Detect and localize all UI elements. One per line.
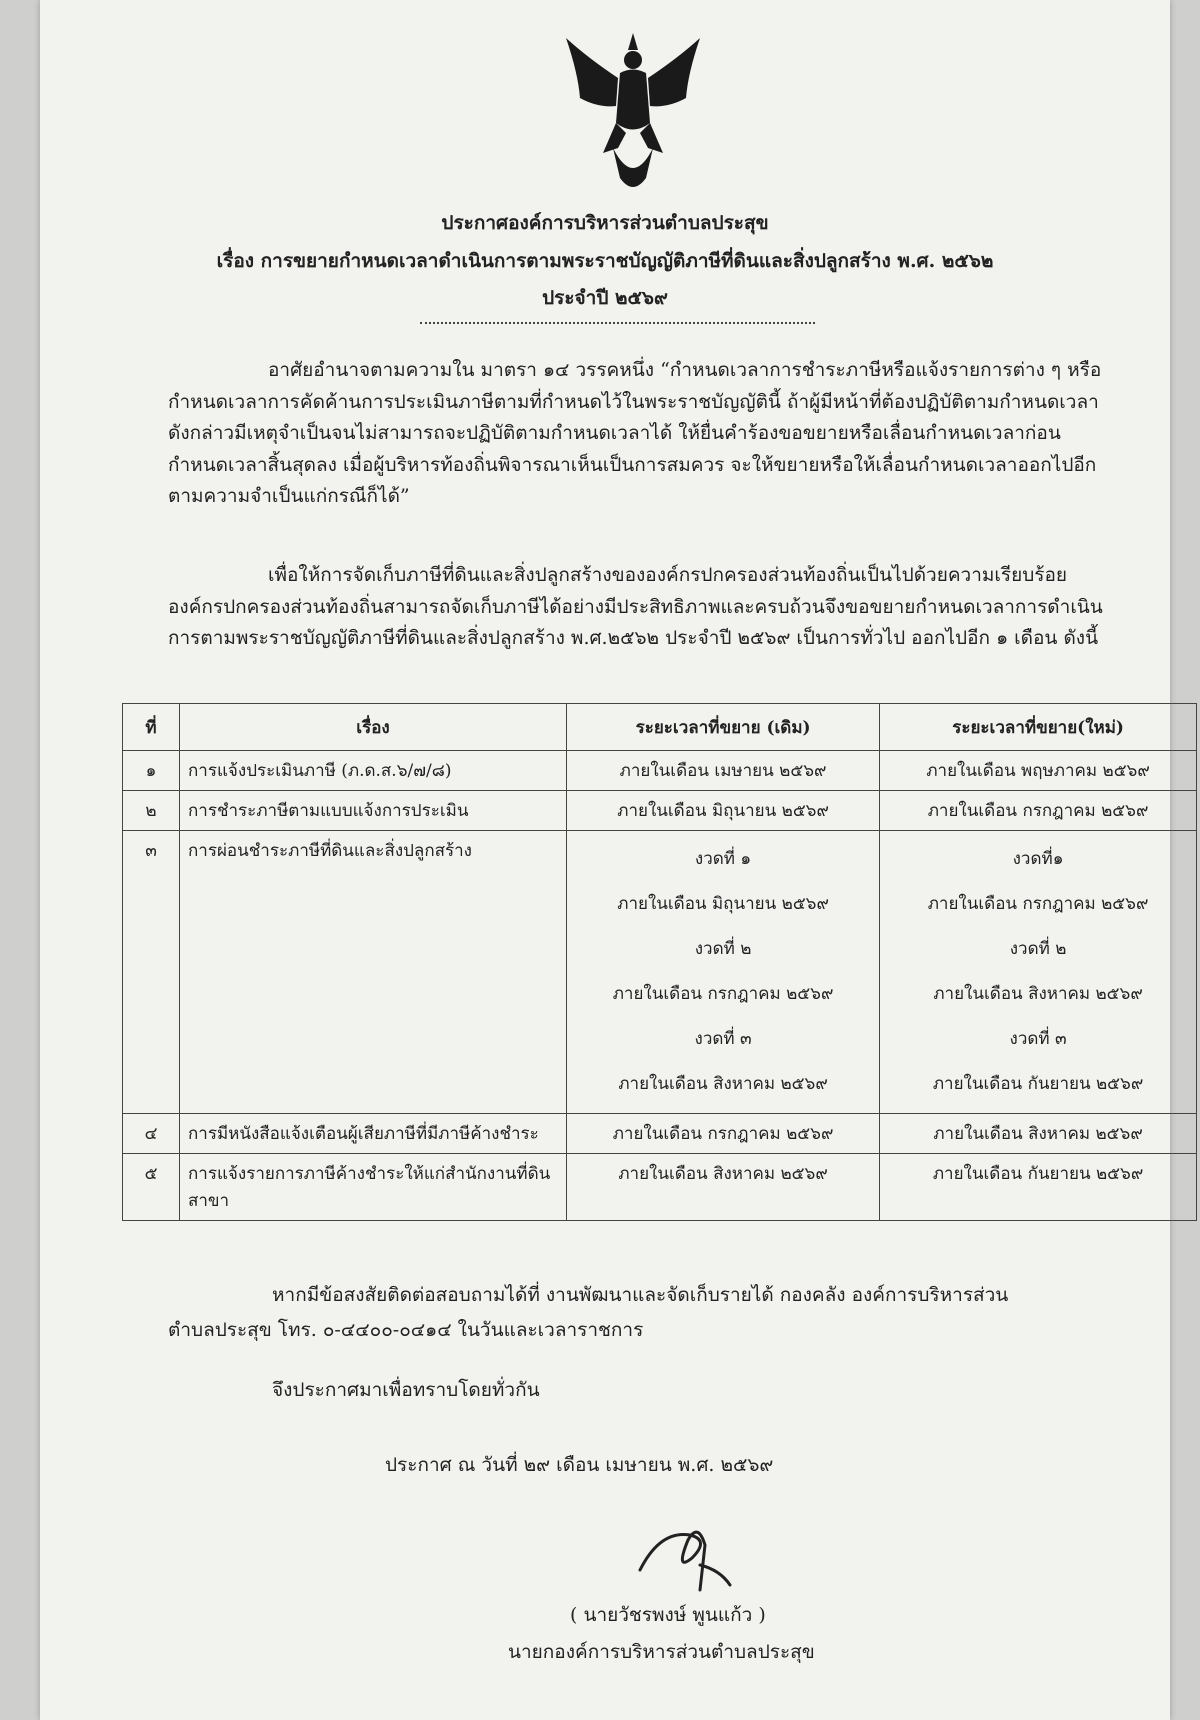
installment-period: ภายในเดือน สิงหาคม ๒๕๖๙ xyxy=(618,1074,828,1094)
announce-date: ประกาศ ณ วันที่ ๒๙ เดือน เมษายน พ.ศ. ๒๕๖๙ xyxy=(385,1454,774,1476)
installment-label: งวดที่ ๓ xyxy=(1009,1029,1067,1049)
table-header-row xyxy=(123,704,1197,751)
row-no: ๓ xyxy=(123,831,180,1114)
col-header-no: ที่ xyxy=(123,704,180,751)
table-row xyxy=(123,1114,1197,1154)
installment-label: งวดที่ ๒ xyxy=(694,939,752,959)
installment-label: งวดที่๑ xyxy=(1012,849,1064,869)
paragraph-1-text: อาศัยอำนาจตามความใน มาตรา ๑๔ วรรคหนึ่ง “กำหนดเวลาการชำระภาษีหรือแจ้งรายการต่าง ๆ หรือกำหนดเวลาการคัดค้านการประเมินภาษีตามที่กำหนดไว้ในพระราชบัญญัตินี้ ถ้าผู้มีหน้าที่ต้องปฏิบัติตามกำหนดเวลาดังกล่าวมีเหตุจำเป็นจนไม่สามารถจะปฏิบัติตามกำหนดเวลาได้ ให้ยื่นคำร้องขอขยายหรือเลื่อนกำหนดเวลาก่อนกำหนดเวลาสิ้นสุดลง เมื่อผู้บริหารท้องถิ่นพิจารณาเห็นเป็นการสมควร จะให้ขยายหรือให้เลื่อนกำหนดเวลาออกไปอีกตามความจำเป็นแก่กรณีก็ได้” xyxy=(168,359,1102,507)
row-no: ๑ xyxy=(123,751,180,791)
table-row xyxy=(123,751,1197,791)
row-old-period: ภายในเดือน สิงหาคม ๒๕๖๙ xyxy=(567,1154,880,1221)
row-new-period: ภายในเดือน พฤษภาคม ๒๕๖๙ xyxy=(880,751,1197,791)
notice-subject: เรื่อง การขยายกำหนดเวลาดำเนินการตามพระราชบัญญัติภาษีที่ดินและสิ่งปลูกสร้าง พ.ศ. ๒๕๖๒ xyxy=(216,250,994,272)
row-new-period: ภายในเดือน กรกฎาคม ๒๕๖๙ xyxy=(880,791,1197,831)
installment-label: งวดที่ ๓ xyxy=(694,1029,752,1049)
notice-year: ประจำปี ๒๕๖๙ xyxy=(542,287,668,309)
col-header-title: เรื่อง xyxy=(180,704,567,751)
installment-period: ภายในเดือน กันยายน ๒๕๖๙ xyxy=(932,1074,1144,1094)
installment-period: ภายในเดือน กรกฎาคม ๒๕๖๙ xyxy=(612,984,834,1004)
installment-period: ภายในเดือน มิถุนายน ๒๕๖๙ xyxy=(617,894,829,914)
row-new-period xyxy=(880,831,1197,1114)
row-new-period: ภายในเดือน กันยายน ๒๕๖๙ xyxy=(880,1154,1197,1221)
installment-label: งวดที่ ๑ xyxy=(694,849,752,869)
row-title: การมีหนังสือแจ้งเตือนผู้เสียภาษีที่มีภาษีค้างชำระ xyxy=(180,1114,567,1154)
signer-name: ( นายวัชรพงษ์ พูนแก้ว ) xyxy=(570,1604,766,1626)
row-old-period: ภายในเดือน มิถุนายน ๒๕๖๙ xyxy=(567,791,880,831)
installment-period: ภายในเดือน กรกฎาคม ๒๕๖๙ xyxy=(927,894,1149,914)
row-title: การแจ้งประเมินภาษี (ภ.ด.ส.๖/๗/๘) xyxy=(180,751,567,791)
document-page xyxy=(40,0,1170,1720)
row-old-period: ภายในเดือน เมษายน ๒๕๖๙ xyxy=(567,751,880,791)
paragraph-2 xyxy=(168,560,1108,655)
schedule-table xyxy=(122,703,1197,1221)
paragraph-1 xyxy=(168,355,1108,513)
row-no: ๒ xyxy=(123,791,180,831)
table-row xyxy=(123,831,1197,1114)
notice-agency-title: ประกาศองค์การบริหารส่วนตำบลประสุข xyxy=(441,212,769,234)
contact-line-1: หากมีข้อสงสัยติดต่อสอบถามได้ที่ งานพัฒนาและจัดเก็บรายได้ กองคลัง องค์การบริหารส่วน xyxy=(272,1284,1009,1306)
row-title: การชำระภาษีตามแบบแจ้งการประเมิน xyxy=(180,791,567,831)
table-row xyxy=(123,1154,1197,1221)
col-header-old: ระยะเวลาที่ขยาย (เดิม) xyxy=(567,704,880,751)
signer-title: นายกองค์การบริหารส่วนตำบลประสุข xyxy=(508,1641,815,1663)
row-old-period: ภายในเดือน กรกฎาคม ๒๕๖๙ xyxy=(567,1114,880,1154)
row-new-period: ภายในเดือน สิงหาคม ๒๕๖๙ xyxy=(880,1114,1197,1154)
col-header-new: ระยะเวลาที่ขยาย(ใหม่) xyxy=(880,704,1197,751)
row-title: การผ่อนชำระภาษีที่ดินและสิ่งปลูกสร้าง xyxy=(180,831,567,1114)
row-no: ๕ xyxy=(123,1154,180,1221)
paragraph-2-text: เพื่อให้การจัดเก็บภาษีที่ดินและสิ่งปลูกสร้างขององค์กรปกครองส่วนท้องถิ่นเป็นไปด้วยความเรียบร้อย องค์กรปกครองส่วนท้องถิ่นสามารถจัดเก็บภาษีได้อย่างมีประสิทธิภาพและครบถ้วนจึงขอขยายกำหนดเวลาการดำเนินการตามพระราชบัญญัติภาษีที่ดินและสิ่งปลูกสร้าง พ.ศ.๒๕๖๒ ประจำปี ๒๕๖๙ เป็นการทั่วไป ออกไปอีก ๑ เดือน ดังนี้ xyxy=(168,564,1103,649)
header-divider xyxy=(420,322,815,324)
contact-line-2: ตำบลประสุข โทร. ๐-๔๔๐๐-๐๔๑๔ ในวันและเวลาราชการ xyxy=(168,1319,644,1341)
row-old-period xyxy=(567,831,880,1114)
installment-label: งวดที่ ๒ xyxy=(1009,939,1067,959)
installment-period: ภายในเดือน สิงหาคม ๒๕๖๙ xyxy=(933,984,1143,1004)
row-title: การแจ้งรายการภาษีค้างชำระให้แก่สำนักงานที่ดินสาขา xyxy=(180,1154,567,1221)
announce-line: จึงประกาศมาเพื่อทราบโดยทั่วกัน xyxy=(272,1379,540,1401)
row-no: ๔ xyxy=(123,1114,180,1154)
garuda-emblem-icon xyxy=(558,28,708,198)
signature-icon xyxy=(630,1510,750,1600)
table-row xyxy=(123,791,1197,831)
